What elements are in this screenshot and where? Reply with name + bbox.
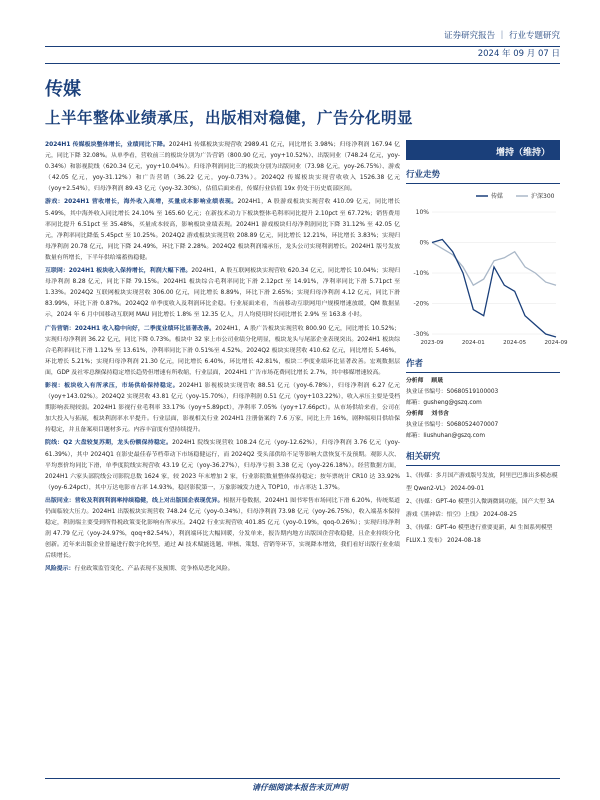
header-divider-2 (45, 63, 560, 64)
y-tick-label: -10% (413, 270, 429, 277)
author-email[interactable]: 邮箱：gusheng@gszq.com (406, 400, 482, 406)
author-role: 分析师 (406, 378, 424, 384)
x-tick-label: 2024-09 (544, 340, 568, 346)
paragraph-lead: 院线：Q2 大盘较复苏期，龙头份额保持稳定。 (45, 440, 173, 447)
industry-name: 传媒 (45, 79, 81, 100)
y-tick-label: -20% (413, 300, 429, 308)
x-tick-label: 2024-01 (461, 340, 485, 346)
body-paragraph (45, 140, 400, 195)
sidebar (406, 140, 568, 548)
author-role: 分析师 (406, 411, 424, 417)
footer-disclaimer: 请仔细阅读本报告末页声明 (252, 783, 348, 792)
body-paragraph (45, 381, 400, 436)
author-cert: 执业证书编号：S0680524070007 (406, 422, 499, 428)
paragraph-lead: 风险提示： (45, 566, 75, 573)
report-body (45, 140, 400, 578)
body-paragraph (45, 266, 400, 321)
header-divider (45, 46, 560, 47)
related-report[interactable]: 2、《传媒：GPT-4o 模型引入微调微调功能，国产大型 3A 游戏《黑神话：悟空》上线》 2024-08-25 (406, 499, 555, 518)
paragraph-text: 2024H1 传媒板块实现营收 2989.41 亿元，同比增长 3.98%；归母净利润 167.94 亿元，同比下降 32.08%。从单季看，营收前三的板块分别为广告营销（800.90 亿元，yoy+10.52%）、出版同业（748.24 亿元，yoy-0.34%）和影视院线（620.34 亿元，yoy+10.04%）。归母净利润同比三的板块分别为出版同业（73.98 亿元，yoy-26.75%）、游戏（42.05 亿元，yoy-31.12%）和广告营销（36.22 亿元，yoy-0.73%）。2024Q2 传媒板块实现营收收入 1526.38 亿元（yoy+2.54%），归母净利润 89.43 亿元（yoy-32.30%），估值后面来看，传媒行业估值 19x 仍处于历史底部区间。 (45, 142, 400, 193)
y-tick-label: 10% (415, 209, 429, 216)
paragraph-text: 2024H1 院线实现营收 108.24 亿元（yoy-12.62%），归母净利润 3.76 亿元（yoy-61.39%），其中 2024Q1 在影史最佳春节档带动下市场稳健运行，而 2024Q2 受头部供给不足等影响大盘恢复不及预期。观影人次、平均票价均同比下滑，单季度院线实现营收 43.19 亿元（yoy-36.27%），归母净亏损 3.38 亿元（yoy-226.18%）。经营数据方面，2024H1 六家头部院线公司影院总数 1624 家，较 2023 年末增加 2 家，行业影院数量整体保持稳定；按年票统计 CR10 达 33.92%（yoy-6.24pct），其中万达电影市占率 14.93%，稳居影院第一，万象影城发力进入 TOP10，市占率达 1.37%。 (45, 440, 400, 491)
author-name: 刘书含 (431, 411, 449, 417)
paragraph-text: 2024H1，A 股广告板块实现营收 800.90 亿元，同比增长 10.52%；实现归母净利润 36.22 亿元，同比下降 0.73%。板块中 32 家上市公司业绩分化明显，板块龙头与尾部企业表现突出。2024H1 板块综合毛利率同比下滑 1.12% 至 13.61%，净利率同比下滑 0.51%至 4.52%。2024Q2 板块实现营收 410.62 亿元，同比增长 5.46%，环比增长 5.21%；实现归母净利润 21.30 亿元，同比增长 6.40%，环比增长 42.81%，板块二季度业绩环比显著改善。宏观数据层面，GDP 及社零总额保持稳定增长趋势但增速有所收缩，行业层面，2024H1 广告市场花费同比增长 2.7%，其中移媒增速较高。 (45, 325, 400, 376)
paragraph-text: 根据开卷数据，2024H1 图书零售市场同比下滑 6.20%，传统渠道仍面临较大压力。2024H1 出版板块实现营收 748.24 亿元（yoy-0.34%），归母净利润 73.98 亿元（yoy-26.75%），收入端基本保持稳定，利润端主要受到所得税政策变化影响有所承压。24Q2 行业实现营收 401.85 亿元（yoy-0.19%，qoq-0.26%）；实现归母净利润 47.79 亿元（yoy-24.97%，qoq+82.54%），利润端环比大幅回暖，分发单来，报告期内地方出版国企营收稳健，且企业持续分化创新。近年来出版企业普遍进行数字化转型，通过 AI 技术赋能选题、审核、策划、营销等环节，实现降本增效，我们看好出版行业业绩后续增长。 (45, 497, 400, 560)
related-title: 相关研究 (406, 450, 560, 466)
paragraph-lead: 游戏：2024H1 营收增长，海外收入高增，买量成本影响业绩表现。 (45, 199, 238, 206)
paragraph-lead: 广告营销：2024H1 收入稳中向好，二季度业绩环比显著改善。 (45, 325, 216, 332)
report-type: 证券研究报告 ｜ 行业专题研究 (444, 31, 560, 41)
paragraph-lead: 互联网：2024H1 板块收入保持增长，利润大幅下滑。 (45, 268, 192, 275)
related-report[interactable]: 3、《传媒：GPT-4o 模型进行重要更新，AI 生图系列模型 FLUX.1 发布》 2024-08-18 (406, 525, 553, 544)
author-entry (406, 409, 560, 442)
trend-title: 行业走势 (406, 168, 560, 184)
x-tick-label: 2024-05 (503, 340, 527, 346)
x-tick-label: 2023-09 (420, 340, 444, 346)
paragraph-lead: 2024H1 传媒板块整体增长，业绩同比下降。 (45, 142, 169, 148)
legend-label: 沪深300 (531, 193, 555, 200)
body-paragraph (45, 564, 400, 575)
body-paragraph (45, 496, 400, 563)
related-list (406, 470, 560, 548)
paragraph-text: 行业政策监管变化、产品表现不及预期、竞争格局恶化风险。 (74, 566, 234, 573)
paragraph-text: 2024H1，A 股游戏板块实现营收 410.09 亿元，同比增长 5.49%，其中海外收入同比增长 24.10% 至 165.60 亿元；在新技术动力下板块整体毛利率同比提升 2.10pct 至 67.72%；销售费用率同比提升 6.51pct 至 35.48%，买量成本较高，影响板块业绩表现。2024H1 游戏板块归母净利润同比下降 31.12% 至 42.05 亿元，净利率同比降低 5.45pct 至 10.25%。2024Q2 游戏板块实现营收 208.89 亿元，同比增长 12.21%，环比增长 3.83%；实现归母净利润 20.78 亿元，同比下降 24.49%，环比下降 2.28%。2024Q2 板块利润端承压，龙头公司实现利润增长。2024H1 版号发放数量有所增长，下半年供给端蓄热稳健。 (45, 199, 400, 261)
author-entry (406, 376, 560, 409)
body-paragraph (45, 197, 400, 264)
author-email[interactable]: 邮箱：liushuhan@gszq.com (406, 433, 485, 439)
report-headline: 上半年整体业绩承压，出版相对稳健，广告分化明显 (45, 109, 414, 127)
paragraph-lead: 出版同业：营收及利润利润率持续稳健，线上对出版国企表现优异。 (45, 497, 224, 504)
paragraph-text: 2024H1，A 股互联网板块实现营收 620.34 亿元，同比增长 10.04%；实现归母净利润 8.28 亿元，同比下降 79.15%。2024H1 板块综合毛利率同比下滑 2.12pct 至 14.91%，净利率同比下滑 5.71pct 至 1.33%。2024Q2 互联网板块实现营收 306.00 亿元，同比增长 8.89%，环比下滑 2.65%；实现归母净利润 4.12 亿元，同比下滑 83.99%，环比下滑 0.87%。2024Q2 单季度收入及利润环比企稳。行业展面来看，当前移动互联网用户规模增速放缓，QM 数据显示，2024 年 6 月中国移动互联网 MAU 同比增长 1.8% 至 12.35 亿人，月人均使用时长同比增长 2.9% 至 163.8 小时。 (45, 268, 400, 319)
body-paragraph (45, 438, 400, 493)
report-date: 2024 年 09 月 07 日 (477, 49, 560, 59)
y-tick-label: 0% (419, 239, 429, 247)
author-name: 顾晟 (431, 378, 444, 384)
author-list (406, 376, 560, 442)
trend-chart (406, 184, 568, 349)
paragraph-lead: 影视：板块收入有所承压，市场供给保持稳定。 (45, 382, 180, 389)
trend-chart-svg (406, 184, 568, 349)
author-cert: 执业证书编号：S0680519100003 (406, 389, 499, 395)
report-header (444, 27, 560, 63)
related-report[interactable]: 1、《传媒：多月国产游戏版号发放，阿里巴巴推出多模态模型 Qwen2-VL》 2024-09-01 (406, 473, 558, 492)
y-tick-label: -30% (413, 331, 429, 338)
paragraph-text: 2024H1 影视板块实现营收 88.51 亿元（yoy-6.78%），归母净利润 6.27 亿元（yoy+143.02%）。2024Q2 实现营收 43.81 亿元（yoy-15.70%），归母净利润 0.51 亿元（yoy+103.22%），收入承压主要是受档期影响表现较弱。2024H1 影视行业毛利率 33.17%（yoy+5.89pct），净利率 7.05%（yoy+17.66pct）。从市场供给来看，公司在加大投入与拓展，板块利润率水平提升。行业层面，影视相关行业 2024H1 注册备案约 7.6 万家，同比上升 16%，剧种端项目供给保持稳定，并且备案项目题材多元。内容丰富度有望持续提升。 (45, 382, 401, 434)
legend-label: 传媒 (491, 193, 504, 200)
authors-title: 作者 (406, 357, 560, 373)
body-paragraph (45, 324, 400, 379)
rating-badge: 增持（维持） (406, 140, 560, 160)
footer-divider (45, 778, 560, 779)
